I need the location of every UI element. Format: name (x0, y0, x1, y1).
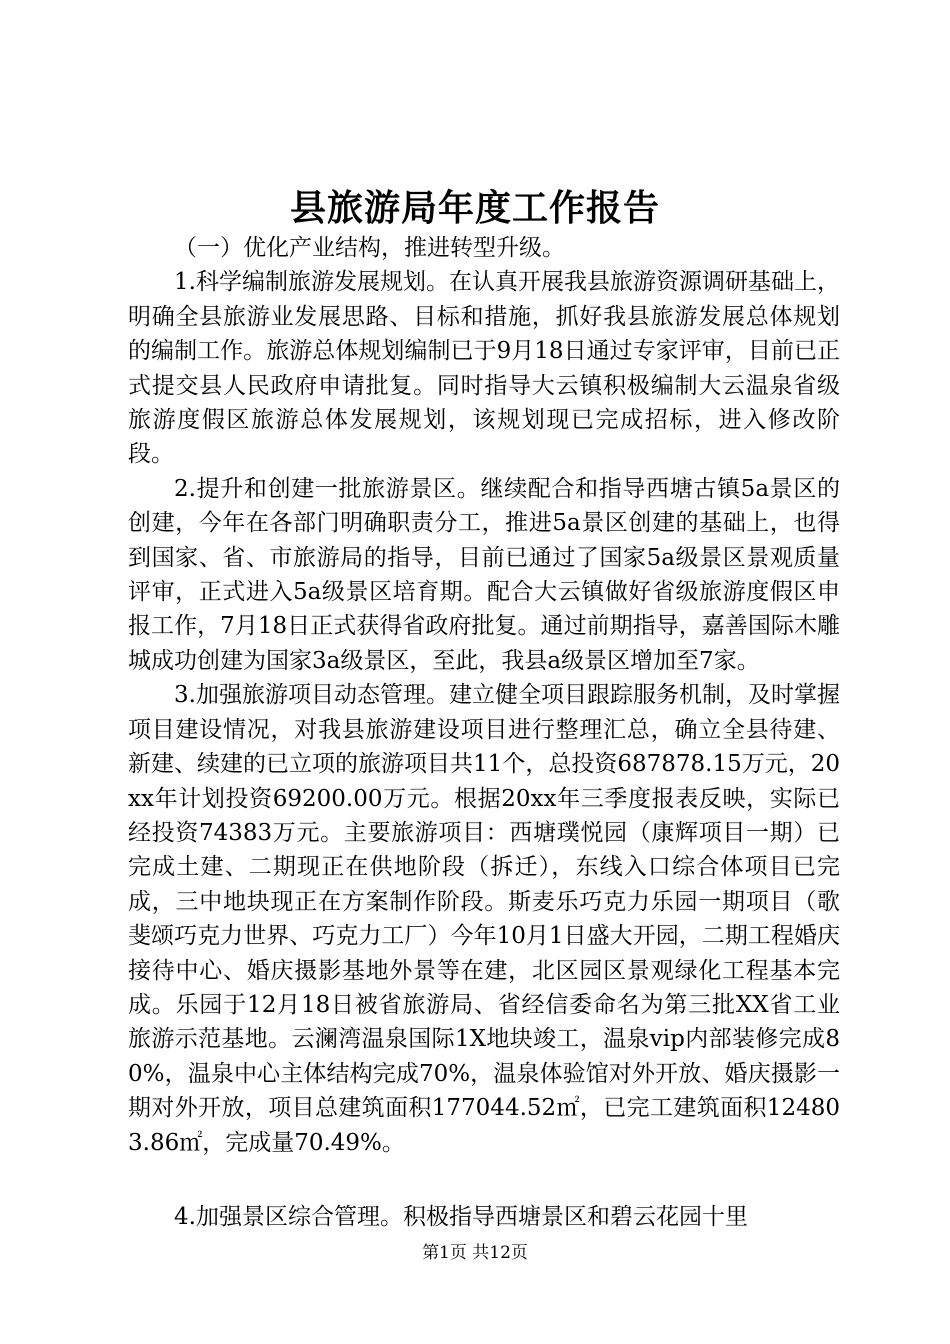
paragraph-scenic-management: 4.加强景区综合管理。积极指导西塘景区和碧云花园十里 (174, 1203, 748, 1230)
paragraph-scenic-areas: 2.提升和创建一批旅游景区。继续配合和指导西塘古镇5a景区的创建，今年在各部门明确职责分工，推进5a景区创建的基础上，也得到国家、省、市旅游局的指导，目前已通过了国家5a级景区景观质量评审，正式进入5a级景区培育期。配合大云镇做好省级旅游度假区申报工作，7月18日正式获得省政府批复。通过前期指导，嘉善国际木雕城成功创建为国家3a级景区，至此，我县a级景区增加至7家。 (128, 475, 840, 674)
document-title: 县旅游局年度工作报告 (289, 187, 660, 229)
paragraph-planning: 1.科学编制旅游发展规划。在认真开展我县旅游资源调研基础上，明确全县旅游业发展思路、目标和措施，抓好我县旅游发展总体规划的编制工作。旅游总体规划编制已于9月18日通过专家评审，目前已正式提交县人民政府申请批复。同时指导大云镇积极编制大云温泉省级旅游度假区旅游总体发展规划，该规划现已完成招标，进入修改阶段。 (128, 269, 840, 468)
page-number-footer: 第1页 共12页 (422, 1243, 528, 1263)
document-body (128, 231, 840, 1234)
section-heading: （一）优化产业结构，推进转型升级。 (174, 235, 565, 261)
paragraph-project-management: 3.加强旅游项目动态管理。建立健全项目跟踪服务机制，及时掌握项目建设情况，对我县旅游建设项目进行整理汇总，确立全县待建、新建、续建的已立项的旅游项目共11个，总投资687878.15万元，20xx年计划投资69200.00万元。根据20xx年三季度报表反映，实际已经投资74383万元。主要旅游项目：西塘璞悦园（康辉项目一期）已完成土建、二期现正在供地阶段（拆迁），东线入口综合体项目已完成，三中地块现正在方案制作阶段。斯麦乐巧克力乐园一期项目（歌斐颂巧克力世界、巧克力工厂）今年10月1日盛大开园，二期工程婚庆接待中心、婚庆摄影基地外景等在建，北区园区景观绿化工程基本完成。乐园于12月18日被省旅游局、省经信委命名为第三批XX省工业旅游示范基地。云澜湾温泉国际1X地块竣工，温泉vip内部装修完成80%，温泉中心主体结构完成70%，温泉体验馆对外开放、婚庆摄影一期对外开放，项目总建筑面积177044.52㎡，已完工建筑面积124803.86㎡，完成量70.49%。 (128, 682, 840, 1156)
